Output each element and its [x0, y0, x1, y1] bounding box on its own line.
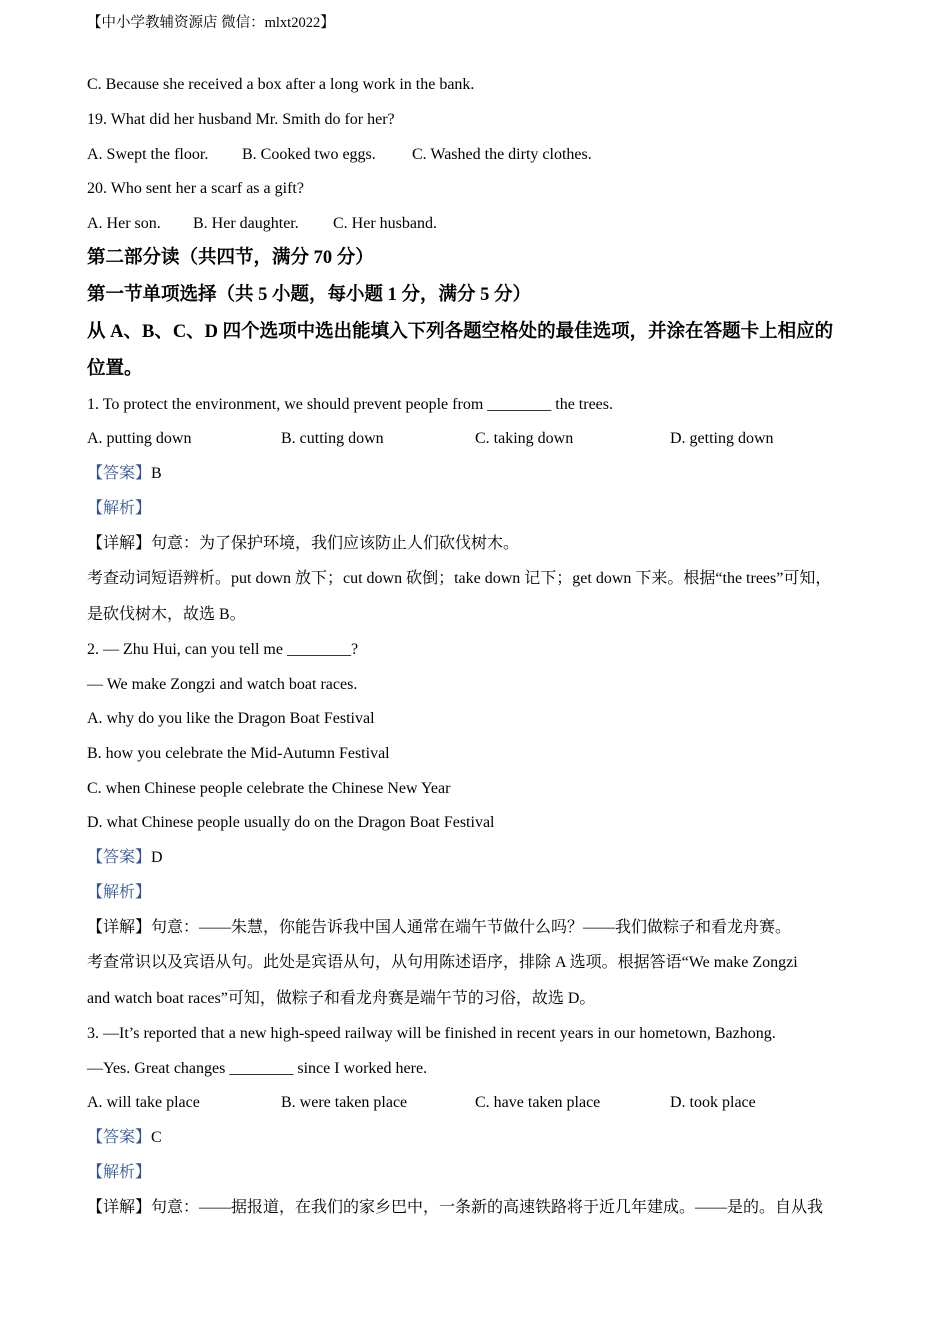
q20-option-c: C. Her husband.: [333, 215, 437, 232]
q3-option-a: A. will take place: [87, 1094, 200, 1111]
detail-label: 【详解】: [87, 1199, 152, 1216]
q2-explain-line-2: and watch boat races”可知，做粽子和看龙舟赛是端午节的习俗，故选 D。: [87, 990, 596, 1007]
instruction-line-1: 从 A、B、C、D 四个选项中选出能填入下列各题空格处的最佳选项，并涂在答题卡上相应的: [87, 322, 834, 342]
q1-question: 1. To protect the environment, we should prevent people from ________ the trees.: [87, 396, 614, 413]
q2-reply: — We make Zongzi and watch boat races.: [87, 676, 358, 693]
q2-question: 2. — Zhu Hui, can you tell me ________?: [87, 641, 359, 658]
q2-answer: [87, 847, 163, 869]
q3-answer-value: C: [151, 1129, 162, 1146]
answer-label: 【答案】: [87, 1129, 152, 1146]
q18-option-c: C. Because she received a box after a long work in the bank.: [87, 76, 475, 93]
answer-label: 【答案】: [87, 465, 152, 482]
q3-option-b: B. were taken place: [281, 1094, 408, 1111]
section-title: 第一节单项选择（共 5 小题，每小题 1 分，满分 5 分）: [87, 285, 532, 305]
q2-option-b: B. how you celebrate the Mid-Autumn Festival: [87, 745, 390, 762]
analysis-label: 【解析】: [87, 1164, 152, 1181]
q3-detail: [87, 1197, 823, 1219]
q2-option-a: A. why do you like the Dragon Boat Festival: [87, 710, 375, 727]
q3-option-d: D. took place: [670, 1094, 756, 1111]
q1-answer: [87, 463, 162, 485]
q1-detail-text: 句意：为了保护环境，我们应该防止人们砍伐树木。: [151, 535, 520, 552]
q3-reply: —Yes. Great changes ________ since I worked here.: [87, 1060, 428, 1077]
detail-label: 【详解】: [87, 919, 152, 936]
answer-label: 【答案】: [87, 849, 152, 866]
q19-option-b: B. Cooked two eggs.: [242, 146, 376, 163]
q19-option-a: A. Swept the floor.: [87, 146, 209, 163]
analysis-label: 【解析】: [87, 884, 152, 901]
q2-detail: [87, 917, 791, 939]
q3-question: 3. —It’s reported that a new high-speed railway will be finished in recent years in our hometown, Bazhong.: [87, 1025, 776, 1042]
q20-option-b: B. Her daughter.: [193, 215, 299, 232]
q19-option-c: C. Washed the dirty clothes.: [412, 146, 592, 163]
q2-analysis: [87, 882, 151, 904]
q1-explain-line-1: 考查动词短语辨析。put down 放下；cut down 砍倒；take down 记下；get down 下来。根据“the trees”可知，: [87, 570, 832, 587]
q2-answer-value: D: [151, 849, 163, 866]
q3-answer: [87, 1127, 162, 1149]
q1-option-d: D. getting down: [670, 430, 774, 447]
q19-question: 19. What did her husband Mr. Smith do for her?: [87, 111, 395, 128]
q20-option-a: A. Her son.: [87, 215, 161, 232]
q2-option-c: C. when Chinese people celebrate the Chinese New Year: [87, 780, 451, 797]
q1-detail: [87, 533, 519, 555]
analysis-label: 【解析】: [87, 500, 152, 517]
q1-explain-line-2: 是砍伐树木，故选 B。: [87, 606, 246, 623]
q1-option-b: B. cutting down: [281, 430, 384, 447]
q1-option-a: A. putting down: [87, 430, 192, 447]
detail-label: 【详解】: [87, 535, 152, 552]
q20-question: 20. Who sent her a scarf as a gift?: [87, 180, 304, 197]
q3-analysis: [87, 1162, 151, 1184]
q2-explain-line-1: 考查常识以及宾语从句。此处是宾语从句，从句用陈述语序，排除 A 选项。根据答语“We make Zongzi: [87, 954, 798, 971]
q2-detail-text: 句意：——朱慧，你能告诉我中国人通常在端午节做什么吗？——我们做粽子和看龙舟赛。: [151, 919, 792, 936]
q2-option-d: D. what Chinese people usually do on the Dragon Boat Festival: [87, 814, 495, 831]
q3-option-c: C. have taken place: [475, 1094, 601, 1111]
part-title: 第二部分读（共四节，满分 70 分）: [87, 248, 374, 268]
q1-answer-value: B: [151, 465, 162, 482]
q1-option-c: C. taking down: [475, 430, 574, 447]
instruction-line-2: 位置。: [87, 359, 143, 379]
q1-analysis: [87, 498, 151, 520]
q3-detail-text: 句意：——据报道，在我们的家乡巴中，一条新的高速铁路将于近几年建成。——是的。自从我: [151, 1199, 824, 1216]
page-header: 【中小学教辅资源店 微信：mlxt2022】: [87, 15, 335, 31]
